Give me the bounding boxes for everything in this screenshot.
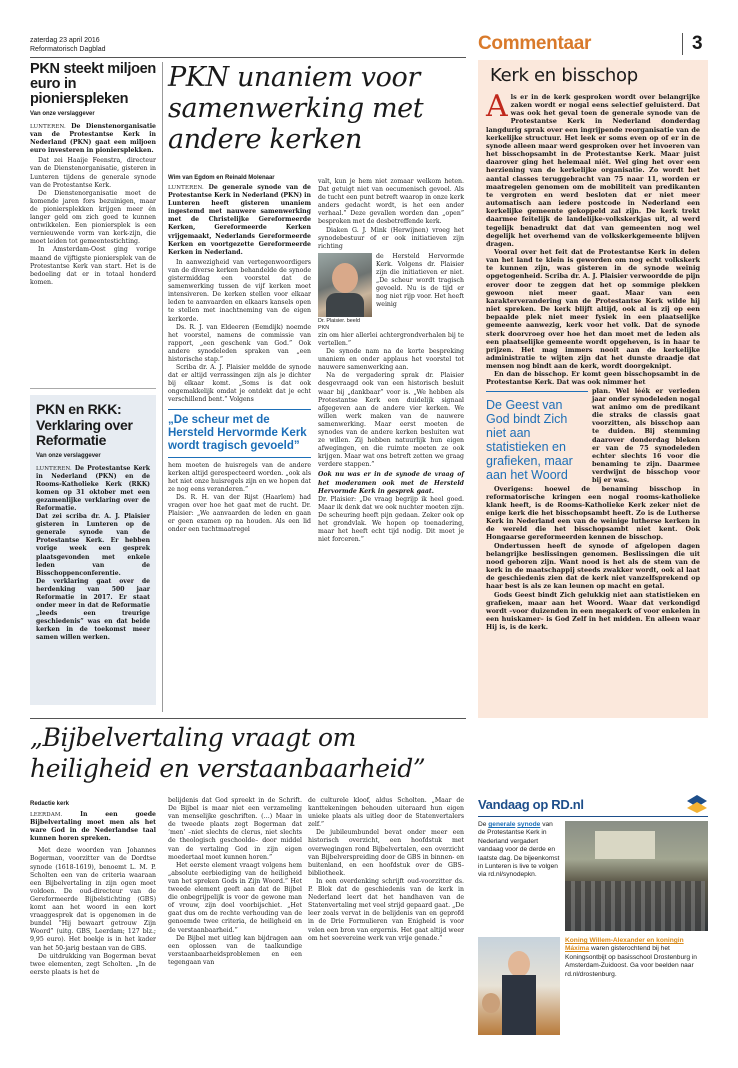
paragraph: Dat zei scriba dr. A. J. Plaisier gisteren in Lunteren op de generale synode van de Protestantse Kerk. Er hebben vorige week een gesprek plaatsgevonden met enkele leden van de Bisschoppenconferentie. <box>36 513 150 577</box>
rd-logo-icon <box>686 794 708 814</box>
commentary-body <box>486 89 700 632</box>
synode-photo[interactable] <box>565 821 708 931</box>
paragraph: Scriba dr. A. J. Plaisier meldde de synode dat er altijd verrassingen zijn als je dichter bij elkaar komt. „Soms is dat ook ongemakkelijk omdat je ontdekt dat je echt verschillend bent.” Volgens <box>168 364 311 404</box>
issue-date: zaterdag 23 april 2016 <box>30 37 100 44</box>
koning-photo[interactable] <box>478 937 560 1035</box>
generale-synode-link[interactable]: generale <box>488 821 516 828</box>
paragraph: zin om hier allerlei achtergrondverhalen bij te vertellen.” <box>318 331 464 347</box>
paragraph: Het eerste element vraagt volgens hem „absolute eerbiediging van de heiligheid van het spreken Gods in Zijn Woord.” Het tweede element geeft aan dat de Bijbel die onbegrijpelijk is voor de gewone man of vrouw, zijn doel voorbijschiet. „Het gaat dus om de rechte verhouding van de genoemde twee criteria, de heiligheid en de verstaanbaarheid.” <box>168 861 302 934</box>
dateline: LEERDAM. <box>30 812 63 818</box>
paragraph: In Amsterdam-Oost ging vorige maand de vijftigste pioniersplek van de Protestantse Kerk van start. Het is de bedoeling dat er in totaal honderd komen. <box>30 246 156 286</box>
paragraph: Ds. R. H. van der Rijst (Haarlem) had vragen over hoe het gaat met de rucht. Dr. Plaisier: „We aanvaarden de leden en gaan er geen examen op na houden. Als een lid onder een tuchtmaatregel <box>168 493 311 534</box>
paragraph: plan. Wel léék er verleden jaar onder synodeleden nogal wat animo om de predikant die straks de classis gaat voorzitten, als bisschop aan te duiden. Bij stemming daarover donderdag bleken er van de 75 synodeleden echter slechts 16 voor die benaming te zijn. Daarmee verdwijnt de bisschop voor bij er was. <box>592 386 700 485</box>
article-samenwerking-col1 <box>168 184 311 534</box>
article-bijbelvertaling-col2 <box>168 797 302 967</box>
rdnl-title: Vandaag op RD.nl <box>478 796 584 812</box>
rdnl-text: van de Protestantse Kerk in Nederland vergadert vandaag voor de derde en laatste dag. De bijeenkomst in Lunteren is live te volgen via rd.nl/synodepkn. <box>478 821 560 879</box>
headline: PKN steekt miljoen euro in pionierspleken <box>30 61 156 107</box>
byline: Redactie kerk <box>30 801 70 807</box>
article-bijbelvertaling-col3 <box>308 797 464 943</box>
section-title: Commentaar <box>478 33 592 54</box>
paragraph: De Bijbel met uitleg kan bijdragen aan een oplossen van de taalkundige verstaanbaarheidsproblemen en een tegengaan van <box>168 934 302 966</box>
lead: De generale synode van de Protestantse Kerk in Nederland (PKN) in Lunteren heeft gisteren unaniem ingestemd met nauwere samenwerking met de Christelijke Gereformeerde Kerken, Gereformeerde Kerken vrijgemaakt, Nederlands Gereformeerde Kerken en voortgezette Gereformeerde Kerken in Nederland. <box>168 184 311 256</box>
byline: Van onze verslaggever <box>36 452 101 459</box>
byline: Wim van Egdom en Reinald Molenaar <box>168 175 275 181</box>
paragraph: Vooral over het feit dat de Protestantse Kerk in delen van het land te klein is geworden om nog echt volkskerk te kunnen zijn, was gisteren in de synode weinig opgetogenheid. Scriba dr. A. J. Plaisier verwoordde de pijn erover door te zeggen dat het op sommige plekken gewoon niet meer gaat. Maar van een karakterverandering van de Protestantse Kerk wilde hij niet spreken. De kerk blijft altijd, ook al is zij op een bepaalde plek niet meer fysiek in een plaatselijke gemeente aanwezig, kerk voor het volk. Dat de synode sterk doorvroeg over hoe het dan moet met de leden als een plaatselijke gemeente wordt opgeheven, is in haar te prijzen. Het mag immers nooit aan de kerkelijke administratie te wijten zijn dat het dunste draadje dat mensen nog bindt aan de kerk, wordt doorgeknipt. <box>486 247 700 371</box>
paragraph: Na de vergadering sprak dr. Plaisier desgevraagd ook van een historisch besluit waar bij „dankbaar” voor is. „We hebben als Protestantse Kerk een duidelijk signaal afgegeven aan de andere vier kerken. We willen werk maken van de nauwere samenwerking. Maar eerst moeten de synodes van de andere kerken besluiten wat ze willen. Zij hebben natuurlijk hun eigen afwegingen, en die ruimte moeten ze ook krijgen. Maar wat ons betreft zetten we graag verdere stappen.” <box>318 372 464 469</box>
page-number: 3 <box>692 33 703 54</box>
paragraph: Ondertussen heeft de synode of afgelopen dagen belangrijke beslissingen genomen. Beslissingen die uit nood geboren zijn. Want nood is het als de stem van de kerk in de maatschappij steeds zwakker wordt, ook al laat de geschiedenis zien dat de kerk niet vanzelfsprekend op haar best is als ze kan leunen op macht en getal. <box>486 541 700 591</box>
dateline: LUNTEREN. <box>168 185 204 191</box>
paragraph: Diaken G. J. Mink (Herwijnen) vroeg het synodebestuur of er ook initiatieven zijn richting <box>318 226 464 250</box>
pull-quote: „De scheur met de Hersteld Hervormde Kerk wordt tragisch gevoeld” <box>168 413 307 452</box>
byline: Van onze verslaggever <box>30 111 95 117</box>
paragraph: De synode nam na de korte bespreking unaniem en onder applaus het voorstel tot nauwere samenwerking aan. <box>318 348 464 372</box>
paragraph: Dr. Plaisier: „De vraag begrijp ik heel goed. Maar ik denk dat we ook nuchter moeten zijn. De scheuring heeft pijn gedaan. Zeker ook op het grondvlak. We hopen op toenadering, maar het heeft echt tijd nodig. Dit moet je niet forceren.” <box>318 495 464 544</box>
rdnl-box <box>478 794 708 1035</box>
paragraph: De uitdrukking van Bogerman bevat twee elementen, zegt Scholten. „In de eerste plaats is het de <box>30 952 156 976</box>
rdnl-text: De <box>478 821 487 828</box>
newspaper-name: Reformatorisch Dagblad <box>30 46 106 53</box>
paragraph: In een overdenking schrijft oud-voorzitter ds. P. Blok dat de geschiedenis van de kerk in Nederland leert dat het handhaven van de Statenvertaling met veel strijd gepaard gaat. „De leer zoals vervat in de belijdenis van en geprofd in de Drie Formulieren van Enigheid is voor velen een bron van ergernis. Het gaat altijd weer om het soevereine werk van vrije genade.” <box>308 877 464 942</box>
paragraph: valt, kun je hem niet zomaar welkom heten. Dat getuigt niet van oecumenisch gevoel. Als de tucht een punt betreft waarop in onze kerk anders gedacht wordt, is het een ander verhaal.” Deze gevallen worden dan „open” besproken met de desbetreffende kerk. <box>318 178 464 226</box>
paragraph: hem moeten de huisregels van de andere kerken altijd gerespecteerd worden. „ook als het niet onze huisregels zijn en we hopen dat ze nog eens veranderen.” <box>168 461 311 493</box>
question: Ook nu was er in de synode de vraag of het moderamen ook met de Hersteld Hervormde Kerk in gesprek gaat. <box>318 471 464 495</box>
paragraph: Ds. R. J. van Eldeeren (Eemdijk) noemde het voorstel, namens de commissie van rapport, „een geschenk van God.” Ook andere synodeleden spraken van „een historische stap.” <box>168 323 311 363</box>
lead: De Protestantse Kerk in Nederland (PKN) en de Rooms-Katholieke Kerk (RKK) komen op 31 oktober met een gezamenlijke verklaring over de Reformatie. <box>36 464 150 512</box>
article-samenwerking-col2 <box>318 178 464 544</box>
article-pioniersplekken <box>30 62 156 287</box>
commentary-pull-quote: De Geest van God bindt Zich niet aan statistieken en grafieken, maar aan het Woord <box>486 391 588 485</box>
paragraph: belijdenis dat God spreekt in de Schrift. De Bijbel is maar niet een verzameling van menselijke geschriften. (…) Maar in de tweede plaats zegt Bogerman dat ‘men’ –niet slechts de clerus, niet slechts de theologisch geschoolde– door middel van de vertaling God in zijn eigen moedertaal moet kunnen horen.” <box>168 797 302 861</box>
paragraph: En dan de bisschop. Er komt geen bisschopsambt in de Protestantse Kerk. Dat was ook nimmer het <box>486 370 700 387</box>
paragraph: Dat zei Haaije Feenstra, directeur van de Dienstenorganisatie, gisteren in Lunteren tijdens de generale synode van de Protestantse Kerk. <box>30 157 156 189</box>
paragraph: de culturele kloof, aldus Scholten. „Maar de kanttekeningen behouden uiteraard hun eigen unieke plaats als uitleg door de Statenvertalers zelf.” <box>308 797 464 829</box>
paragraph: Gods Geest bindt Zich gelukkig niet aan statistieken en grafieken, maar aan het Woord. Waar dat verkondigd wordt –voor duizenden in een megakerk of voor enkelen in een huiskamer– is God Zelf in het midden. En alleen waar Hij is, is de kerk. <box>486 590 700 632</box>
dateline: LUNTEREN. <box>36 465 72 472</box>
headline: PKN en RKK: Verklaring over Reformatie <box>36 401 133 448</box>
portrait-photo <box>318 253 372 317</box>
paragraph: De jubileumbundel bevat onder meer een historisch overzicht, een hoofdstuk met overwegingen rond Bijbelvertalen, een overzicht van Bijbelverspreiding door de GBS in binnen- en buitenland, en een hoofdstuk over de GBS-bibliotheek. <box>308 829 464 877</box>
headline-bijbelvertaling: „Bijbelvertaling vraagt om heiligheid en verstaanbaarheid” <box>30 723 426 783</box>
drop-cap: A <box>486 89 508 124</box>
paragraph: de Hersteld Hervormde Kerk. Volgens dr. Plaisier zijn die initiatieven er niet. „De scheur wordt tragisch gevoeld. Nu is de tijd er nog niet rijp voor. Het heeft weinig <box>376 252 464 309</box>
paragraph: Overigens: hoewel de benaming bisschop in reformatorische kringen een nogal rooms-katholieke klank heeft, is de Rooms-Katholieke Kerk zeker niet de enige kerk die het bisschopsambt heeft. Zo is de Lutherse Kerk in Nederland een van de weinige lutherse kerken in de wereld die het bisschopsambt niet kent. Ook Hongaarse gereformeerden kennen de bisschop. <box>486 484 700 542</box>
synode-link[interactable]: synode <box>517 821 541 828</box>
paragraph: De verklaring gaat over de herdenking van 500 jaar Reformatie in 2017. Er staat onder meer in dat de Reformatie „leeds een treurige geschiedenis” was en dat beide kerken in de toekomst meer samen willen werken. <box>36 577 150 642</box>
paragraph: De Dienstenorganisatie moet de komende jaren fors bezuinigen, maar de pioniersplekken krijgen meer én langer geld om zich goed te kunnen ontwikkelen. Een pioniersplek is een vernieuwende vorm van kerk-zijn, die moet leiden tot gemeentestichting. <box>30 189 156 246</box>
paragraph: Met deze woorden van Johannes Bogerman, voorzitter van de Dordtse synode (1618-1619), benoemt L. M. P. Scholten een van de criteria waaraan een Bijbelvertaling in zijn ogen moet voldoen. De oud-directeur van de Gereformeerde Bijbelstichting (GBS) komt aan het woord in een kort vraaggesprek dat is opgenomen in de bundel “Hij bewaart getrouw Zijn Woord” (uitg. GBS, Leerdam; 127 blz.; 9,95 euro). Het boekje is in het kader van het 50-jarig bestaan van de GBS. <box>30 847 156 952</box>
article-pkn-rkk <box>30 395 156 705</box>
dateline: LUNTEREN. <box>30 124 66 130</box>
rdnl-text: waren gisterochtend bij het Koningsontbijt op basisschool Drostenburg in Amsterdam-Zuidoost. Ga voor beelden naar rd.nl/drostenburg. <box>565 945 697 978</box>
commentary-title: Kerk en bisschop <box>490 65 638 86</box>
headline-samenwerking: PKN unaniem voor samenwerking met andere kerken <box>168 62 424 155</box>
lead: De Dienstenorganisatie van de Protestantse Kerk in Nederland (PKN) gaat een miljoen euro investeren in pioniersplekken. <box>30 123 156 155</box>
photo-caption: Dr. Plaisier. beeld PKN <box>318 317 360 331</box>
paragraph: In aanwezigheid van vertegenwoordigers van de diverse kerken behandelde de synode gistermiddag een voorstel dat de samenwerking tussen de vijf kerken moet intensiveren. De kerken stellen voor elkaar leden te aanvaarden en elkaars kansels open te stellen met inachtneming van de eigen kerkorde. <box>168 258 311 323</box>
koning-link[interactable]: Koning Willem-Alexander en koningin Máxima <box>565 937 684 953</box>
paragraph: ls er in de kerk gesproken wordt over belangrijke zaken wordt er nogal eens selectief geluisterd. Dat was ook het geval toen de generale synode van de Protestantse Kerk in Nederland donderdag langdurig sprak over een ingrijpende reorganisatie van de kerkelijke structuur. Het leek er soms even op of er in de synode alleen maar werd gesproken over het invoeren van het bisschopsambt in de Protestantse Kerk. Maar juist daarover ging het helemaal niét. Wel ging het over een herziening van de kerkelijke organisatie. Zo wordt het aantal classes teruggebracht van 75 naar 11, worden er maatregelen genomen om de mobiliteit van predikanten te vergroten en werd besloten dat er niet meer automatisch aan iedere postcode in Nederland een kerkelijke gemeente gekoppeld zal zijn. De kerk trekt daarmee feitelijk de landelijke-volkskerkjas uit, al werd tegelijk benadrukt dat dat van gemeenten nog wel degelijk het overhemd van de volkskerkgemeente blijven dragen. <box>486 93 700 248</box>
lead: In een goede Bijbelvertaling moet men als het ware God in de Nederlandse taal kunnen horen spreken. <box>30 811 156 843</box>
article-bijbelvertaling-col1 <box>30 811 156 977</box>
